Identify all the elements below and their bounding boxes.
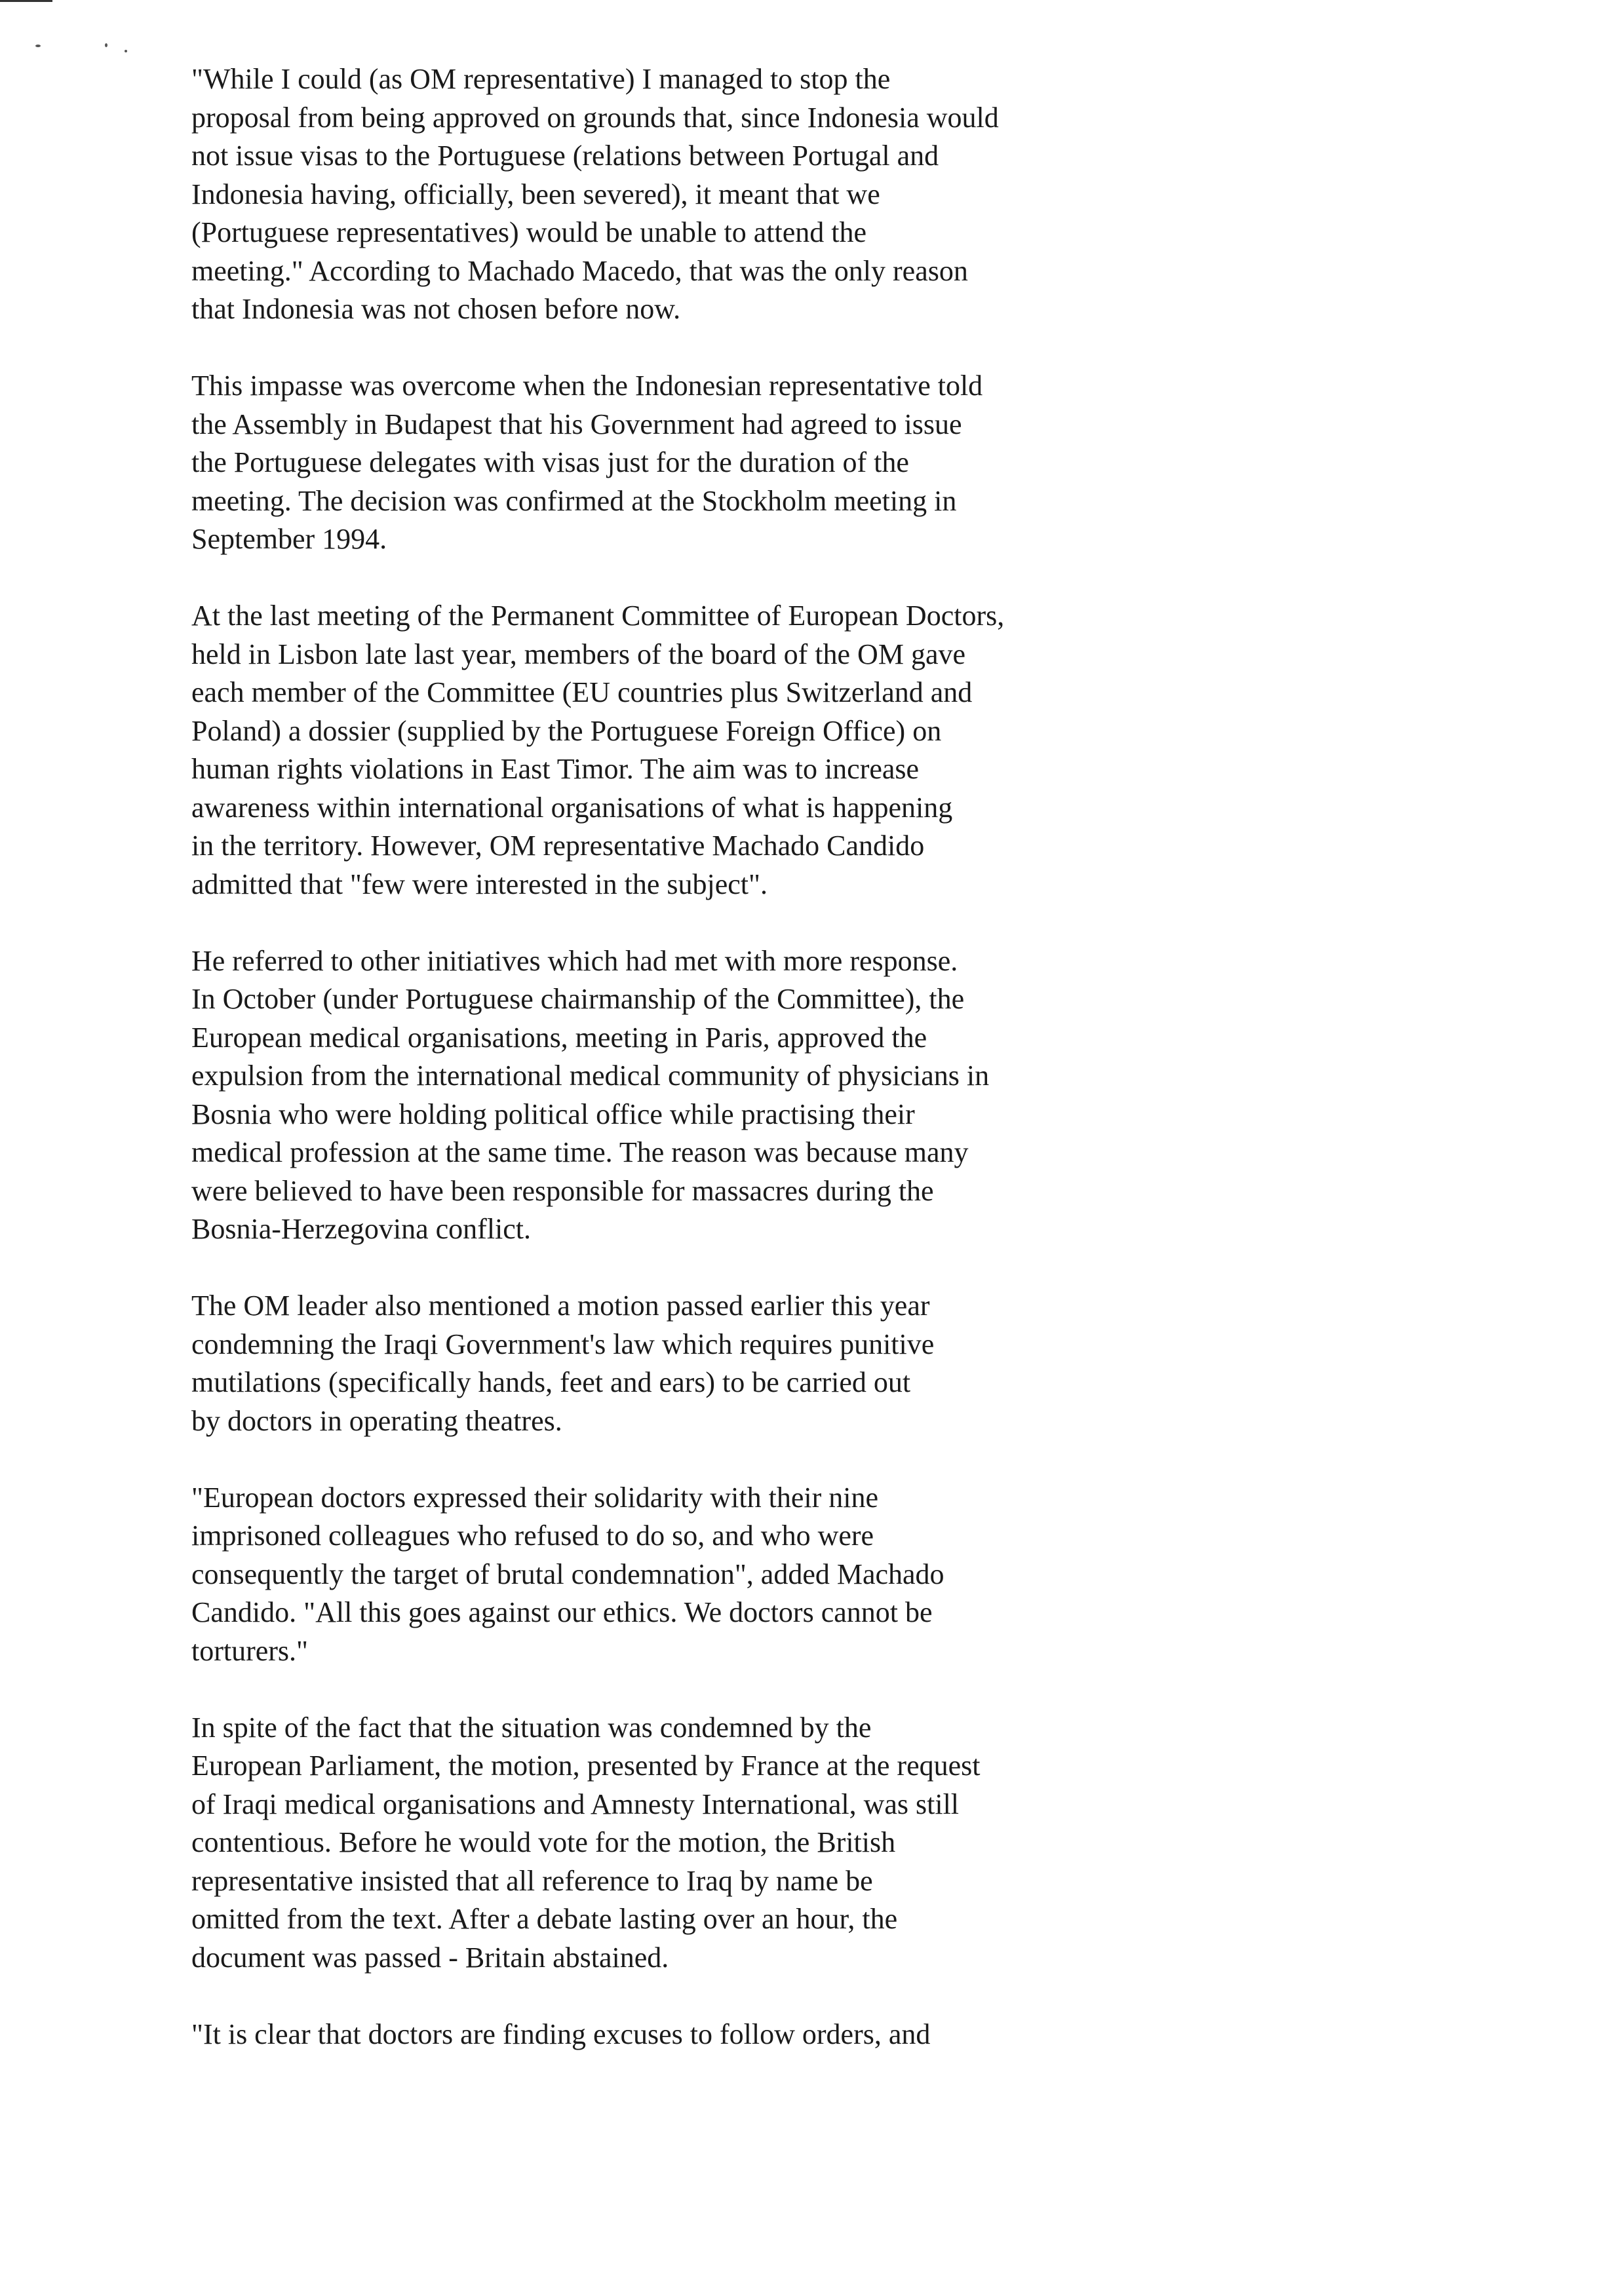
text-line: of Iraqi medical organisations and Amnesty International, was still [191,1788,960,1820]
paragraph [191,1287,1214,1440]
text-line: This impasse was overcome when the Indonesian representative told [191,370,983,402]
text-line: He referred to other initiatives which had met with more response. [191,944,958,977]
text-line: European Parliament, the motion, presented by France at the request [191,1750,981,1782]
text-line: meeting." According to Machado Macedo, that was the only reason [191,254,968,287]
paragraph [191,60,1214,329]
paragraph [191,2016,1214,2054]
text-line: in the territory. However, OM representative Machado Candido [191,830,925,862]
text-line: that Indonesia was not chosen before now. [191,293,681,325]
text-line: condemning the Iraqi Government's law which requires punitive [191,1328,935,1360]
text-line: omitted from the text. After a debate lasting over an hour, the [191,1903,898,1935]
text-line: Bosnia who were holding political office while practising their [191,1098,915,1130]
text-line: the Assembly in Budapest that his Government had agreed to issue [191,408,962,440]
text-line: Poland) a dossier (supplied by the Portuguese Foreign Office) on [191,714,942,747]
text-line: medical profession at the same time. The reason was because many [191,1136,969,1168]
text-line: meeting. The decision was confirmed at the Stockholm meeting in [191,484,957,517]
text-line: representative insisted that all reference to Iraq by name be [191,1864,873,1897]
paragraph [191,942,1214,1249]
paragraph [191,1479,1214,1671]
paragraph [191,597,1214,904]
text-line: by doctors in operating theatres. [191,1404,562,1437]
text-line: consequently the target of brutal condemnation", added Machado [191,1558,944,1590]
text-line: contentious. Before he would vote for the motion, the British [191,1826,896,1858]
paragraph [191,367,1214,559]
scan-speck [35,45,41,47]
text-line: At the last meeting of the Permanent Committee of European Doctors, [191,600,1005,632]
text-line: (Portuguese representatives) would be unable to attend the [191,216,867,248]
text-line: not issue visas to the Portuguese (relations between Portugal and [191,140,939,172]
text-line: imprisoned colleagues who refused to do so, and who were [191,1520,874,1552]
text-line: In spite of the fact that the situation was condemned by the [191,1711,872,1744]
text-line: Bosnia-Herzegovina conflict. [191,1213,532,1245]
text-line: Indonesia having, officially, been severed), it meant that we [191,178,880,210]
text-line: held in Lisbon late last year, members of the board of the OM gave [191,638,965,670]
text-line: mutilations (specifically hands, feet and ears) to be carried out [191,1366,911,1398]
scan-edge-mark [0,0,52,2]
text-line: human rights violations in East Timor. The aim was to increase [191,753,920,785]
scan-speck [105,43,107,47]
text-line: document was passed - Britain abstained. [191,1941,669,1974]
text-line: The OM leader also mentioned a motion passed earlier this year [191,1290,930,1322]
text-line: "European doctors expressed their solidarity with their nine [191,1481,879,1514]
text-line: September 1994. [191,523,387,555]
text-line: "While I could (as OM representative) I managed to stop the [191,63,891,95]
text-line: awareness within international organisations of what is happening [191,791,953,824]
text-line: "It is clear that doctors are finding excuses to follow orders, and [191,2018,931,2050]
scan-speck [125,50,127,52]
text-line: torturers." [191,1634,309,1667]
body-text [191,60,1214,2092]
text-line: Candido. "All this goes against our ethics. We doctors cannot be [191,1596,933,1628]
text-line: the Portuguese delegates with visas just for the duration of the [191,446,909,478]
text-line: were believed to have been responsible for massacres during the [191,1174,934,1207]
text-line: each member of the Committee (EU countries plus Switzerland and [191,676,973,708]
text-line: expulsion from the international medical community of physicians in [191,1060,990,1092]
paragraph [191,1709,1214,1978]
text-line: European medical organisations, meeting in Paris, approved the [191,1021,927,1054]
text-line: admitted that "few were interested in the subject". [191,868,768,900]
text-line: proposal from being approved on grounds that, since Indonesia would [191,101,999,134]
text-line: In October (under Portuguese chairmanship of the Committee), the [191,983,965,1015]
